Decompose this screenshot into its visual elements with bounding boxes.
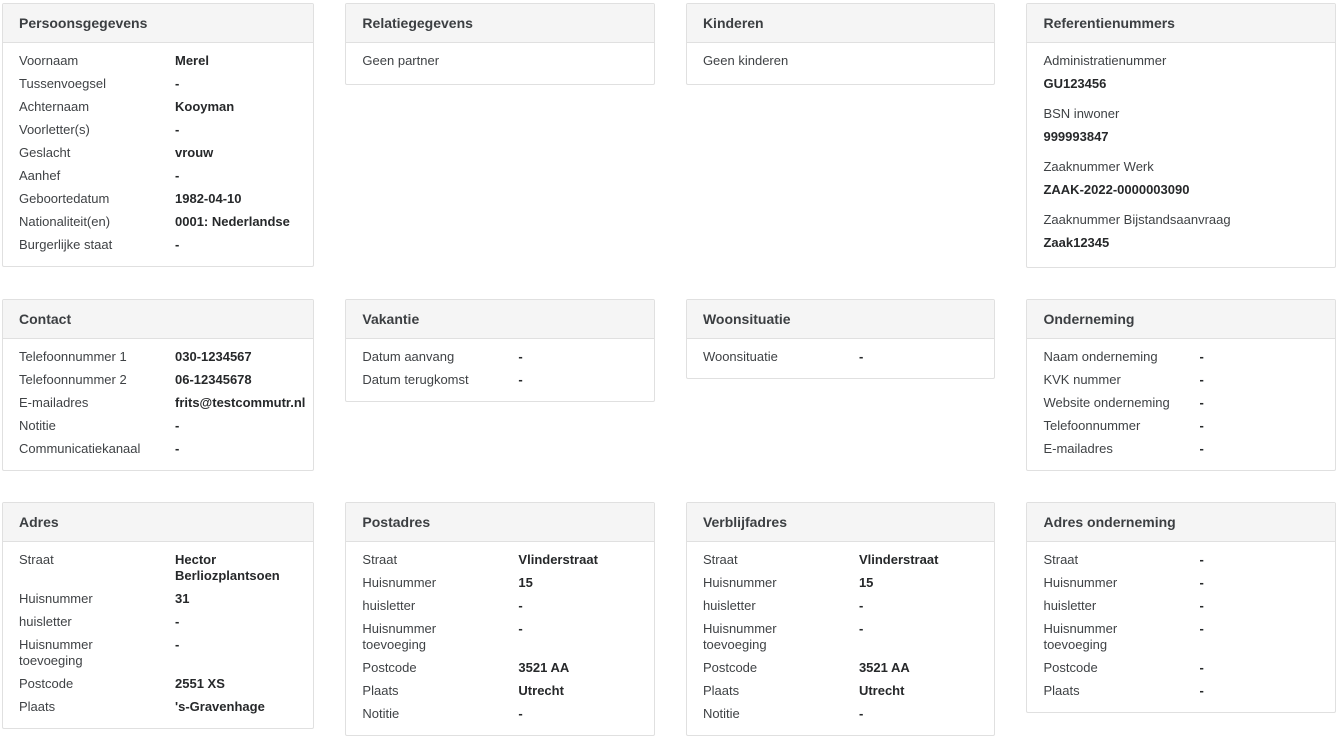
field-row-communicatiekanaal: [19, 441, 305, 457]
field-value: Zaak12345: [1043, 235, 1110, 250]
field-value: 3521 AA: [518, 660, 570, 675]
card-header-woonsituatie: [687, 300, 995, 339]
field-row-datum-terugkomst: [362, 372, 646, 388]
field-row-plaats: [703, 683, 987, 699]
field-row-notitie: [19, 418, 305, 434]
field-value: -: [175, 168, 180, 183]
field-row-huisletter: [703, 598, 987, 614]
field-label: Telefoonnummer: [1043, 418, 1141, 433]
field-label: Plaats: [702, 683, 740, 698]
field-value: Utrecht: [518, 683, 564, 698]
field-label: Geboortedatum: [19, 191, 110, 206]
field-row-straat: [1043, 552, 1327, 568]
card-postadres: [345, 502, 655, 736]
field-value: -: [518, 706, 523, 721]
field-label: Notitie: [702, 706, 740, 721]
field-label: Plaats: [362, 683, 399, 698]
card-vakantie: [345, 299, 655, 402]
card-header-persoonsgegevens: [3, 4, 313, 43]
field-label: Zaaknummer Werk: [1043, 159, 1154, 174]
field-value: -: [858, 706, 864, 721]
field-row-straat: [703, 552, 987, 568]
field-label: Nationaliteit(en): [19, 214, 111, 229]
field-value: 15: [858, 575, 874, 590]
field-value: -: [1199, 660, 1204, 675]
field-row-tussenvoegsel: [19, 76, 305, 92]
field-value: -: [175, 122, 180, 137]
card-body: [687, 43, 995, 84]
field-value: 's-Gravenhage: [175, 699, 265, 714]
card-body: [1027, 43, 1335, 267]
field-value: Kooyman: [175, 99, 235, 114]
field-row-nationaliteit-en: [19, 214, 305, 230]
field-label: Plaats: [19, 699, 56, 714]
field-label: Straat: [1043, 552, 1079, 567]
field-label: Aanhef: [19, 168, 61, 183]
empty-state-text: Geen partner: [362, 53, 440, 68]
field-value: Vlinderstraat: [518, 552, 598, 567]
card-adres-onderneming: [1026, 502, 1336, 713]
card-body: [346, 43, 654, 84]
field-value: Merel: [175, 53, 209, 68]
field-value: -: [1199, 598, 1204, 613]
field-row-postcode: [362, 660, 646, 676]
card-title: Relatiegegevens: [362, 15, 473, 31]
card-title: Vakantie: [362, 311, 420, 327]
field-row-aanhef: [19, 168, 305, 184]
field-label: Straat: [362, 552, 398, 567]
field-label: Huisnummer toevoeging: [362, 621, 437, 652]
empty-state-text: Geen kinderen: [702, 53, 789, 68]
field-value: -: [518, 621, 523, 636]
card-title: Referentienummers: [1043, 15, 1175, 31]
field-row-huisletter: [1043, 598, 1327, 614]
field-label: Notitie: [19, 418, 56, 433]
field-value: vrouw: [175, 145, 214, 160]
field-value: -: [858, 349, 864, 364]
card-title: Onderneming: [1043, 311, 1135, 327]
field-value: -: [175, 418, 180, 433]
card-header-verblijfadres: [687, 503, 995, 542]
field-row-straat: [19, 552, 305, 584]
field-label: Achternaam: [19, 99, 90, 114]
card-referentienummers: [1026, 3, 1336, 268]
card-header-onderneming: [1027, 300, 1335, 339]
field-label: Website onderneming: [1043, 395, 1170, 410]
ref-group-zaaknummer-bijstandsaanvraag: [1043, 212, 1327, 251]
field-row-huisnummer-toevoeging: [362, 621, 646, 653]
field-row-datum-aanvang: [362, 349, 646, 365]
field-value: 030-1234567: [175, 349, 252, 364]
card-title: Adres onderneming: [1043, 514, 1176, 530]
field-label: Datum aanvang: [362, 349, 455, 364]
field-row-woonsituatie: [703, 349, 987, 365]
field-label: Voornaam: [19, 53, 79, 68]
card-verblijfadres: [686, 502, 996, 736]
field-value: Vlinderstraat: [858, 552, 939, 567]
field-label: Huisnummer: [702, 575, 777, 590]
field-label: Postcode: [702, 660, 758, 675]
card-woonsituatie: [686, 299, 996, 379]
card-body: [687, 339, 995, 378]
field-label: huisletter: [702, 598, 756, 613]
field-label: Postcode: [19, 676, 74, 691]
card-header-adres: [3, 503, 313, 542]
field-row-huisnummer: [1043, 575, 1327, 591]
field-row-plaats: [1043, 683, 1327, 699]
field-value: -: [1199, 621, 1204, 636]
card-contact: [2, 299, 314, 471]
field-value: Utrecht: [858, 683, 905, 698]
card-adres: [2, 502, 314, 729]
field-value: -: [1199, 683, 1204, 698]
card-body: [3, 542, 313, 728]
field-row-postcode: [703, 660, 987, 676]
field-row-e-mailadres: [1043, 441, 1327, 457]
ref-group-administratienummer: [1043, 53, 1327, 92]
field-value: Hector Berliozplantsoen: [175, 552, 280, 583]
field-label: Huisnummer toevoeging: [19, 637, 93, 668]
field-row-huisnummer-toevoeging: [1043, 621, 1327, 653]
field-label: Communicatiekanaal: [19, 441, 141, 456]
field-row-notitie: [703, 706, 987, 722]
ref-group-bsn-inwoner: [1043, 106, 1327, 145]
field-row-huisnummer-toevoeging: [19, 637, 305, 669]
field-label: Huisnummer: [19, 591, 93, 606]
card-header-kinderen: [687, 4, 995, 43]
card-header-vakantie: [346, 300, 654, 339]
field-row-huisnummer: [19, 591, 305, 607]
field-label: Telefoonnummer 1: [19, 349, 127, 364]
card-title: Kinderen: [702, 15, 764, 31]
field-row-telefoonnummer-1: [19, 349, 305, 365]
field-row-kvk-nummer: [1043, 372, 1327, 388]
field-value: 31: [175, 591, 190, 606]
field-label: Huisnummer: [1043, 575, 1118, 590]
field-value: GU123456: [1043, 76, 1107, 91]
field-row-geslacht: [19, 145, 305, 161]
field-value: -: [858, 621, 864, 636]
card-relatiegegevens: [345, 3, 655, 85]
field-label: Zaaknummer Bijstandsaanvraag: [1043, 212, 1231, 227]
field-value: frits@testcommutr.nl: [175, 395, 306, 410]
field-row-postcode: [1043, 660, 1327, 676]
field-value: -: [1199, 552, 1204, 567]
field-label: Telefoonnummer 2: [19, 372, 127, 387]
card-header-referentienummers: [1027, 4, 1335, 43]
field-label: Tussenvoegsel: [19, 76, 106, 91]
field-label: Huisnummer toevoeging: [702, 621, 777, 652]
field-label: E-mailadres: [1043, 441, 1113, 456]
field-label: Voorletter(s): [19, 122, 90, 137]
field-value: 15: [518, 575, 533, 590]
card-header-adres-onderneming: [1027, 503, 1335, 542]
field-label: Administratienummer: [1043, 53, 1167, 68]
field-row-naam-onderneming: [1043, 349, 1327, 365]
field-value: -: [1199, 441, 1204, 456]
field-value: -: [1199, 349, 1204, 364]
field-label: Naam onderneming: [1043, 349, 1158, 364]
field-row-straat: [362, 552, 646, 568]
field-label: BSN inwoner: [1043, 106, 1120, 121]
card-body: [1027, 542, 1335, 712]
field-label: Postcode: [1043, 660, 1098, 675]
card-title: Postadres: [362, 514, 431, 530]
field-row-huisnummer-toevoeging: [703, 621, 987, 653]
field-value: -: [1199, 395, 1204, 410]
card-header-contact: [3, 300, 313, 339]
field-value: 06-12345678: [175, 372, 252, 387]
field-value: 1982-04-10: [175, 191, 242, 206]
card-body: [687, 542, 995, 735]
field-value: -: [175, 237, 180, 252]
field-row-plaats: [362, 683, 646, 699]
field-row-achternaam: [19, 99, 305, 115]
field-row-geboortedatum: [19, 191, 305, 207]
field-label: Huisnummer toevoeging: [1043, 621, 1118, 652]
card-header-postadres: [346, 503, 654, 542]
field-row-huisnummer: [703, 575, 987, 591]
field-row-huisletter: [362, 598, 646, 614]
field-row-huisletter: [19, 614, 305, 630]
field-value: 3521 AA: [858, 660, 910, 675]
field-value: -: [175, 441, 180, 456]
field-value: -: [518, 598, 523, 613]
card-title: Persoonsgegevens: [19, 15, 148, 31]
card-title: Verblijfadres: [702, 514, 787, 530]
card-title: Adres: [19, 514, 59, 530]
card-title: Woonsituatie: [702, 311, 791, 327]
field-label: Woonsituatie: [702, 349, 778, 364]
field-label: E-mailadres: [19, 395, 89, 410]
field-value: 999993847: [1043, 129, 1109, 144]
field-row-postcode: [19, 676, 305, 692]
field-label: Straat: [702, 552, 738, 567]
field-label: Huisnummer: [362, 575, 437, 590]
field-label: KVK nummer: [1043, 372, 1121, 387]
field-value: -: [1199, 372, 1204, 387]
field-value: -: [175, 76, 180, 91]
field-value: -: [518, 349, 523, 364]
field-label: Burgerlijke staat: [19, 237, 113, 252]
field-value: -: [175, 614, 180, 629]
field-label: huisletter: [1043, 598, 1097, 613]
field-row-burgerlijke-staat: [19, 237, 305, 253]
card-onderneming: [1026, 299, 1336, 471]
field-value: 0001: Nederlandse: [175, 214, 290, 229]
field-label: huisletter: [19, 614, 72, 629]
field-value: 2551 XS: [175, 676, 225, 691]
card-header-relatiegegevens: [346, 4, 654, 43]
card-body: [1027, 339, 1335, 470]
card-title: Contact: [19, 311, 72, 327]
card-body: [3, 339, 313, 470]
field-value: -: [1199, 418, 1204, 433]
field-label: Geslacht: [19, 145, 71, 160]
field-value: -: [518, 372, 523, 387]
field-value: ZAAK-2022-0000003090: [1043, 182, 1190, 197]
field-value: -: [1199, 575, 1204, 590]
card-kinderen: [686, 3, 996, 85]
field-value: -: [858, 598, 864, 613]
card-persoonsgegevens: [2, 3, 314, 267]
field-row-e-mailadres: [19, 395, 305, 411]
field-row-voornaam: [19, 53, 305, 69]
field-label: Plaats: [1043, 683, 1080, 698]
field-label: Notitie: [362, 706, 400, 721]
field-row-website-onderneming: [1043, 395, 1327, 411]
field-row-voorletter-s: [19, 122, 305, 138]
card-body: [346, 542, 654, 735]
field-label: Datum terugkomst: [362, 372, 469, 387]
field-row-notitie: [362, 706, 646, 722]
field-label: huisletter: [362, 598, 416, 613]
field-value: -: [175, 637, 180, 652]
card-body: [346, 339, 654, 401]
field-row-telefoonnummer-2: [19, 372, 305, 388]
card-body: [3, 43, 313, 266]
field-row-huisnummer: [362, 575, 646, 591]
field-row-plaats: [19, 699, 305, 715]
field-label: Postcode: [362, 660, 417, 675]
field-row-telefoonnummer: [1043, 418, 1327, 434]
ref-group-zaaknummer-werk: [1043, 159, 1327, 198]
field-label: Straat: [19, 552, 54, 567]
